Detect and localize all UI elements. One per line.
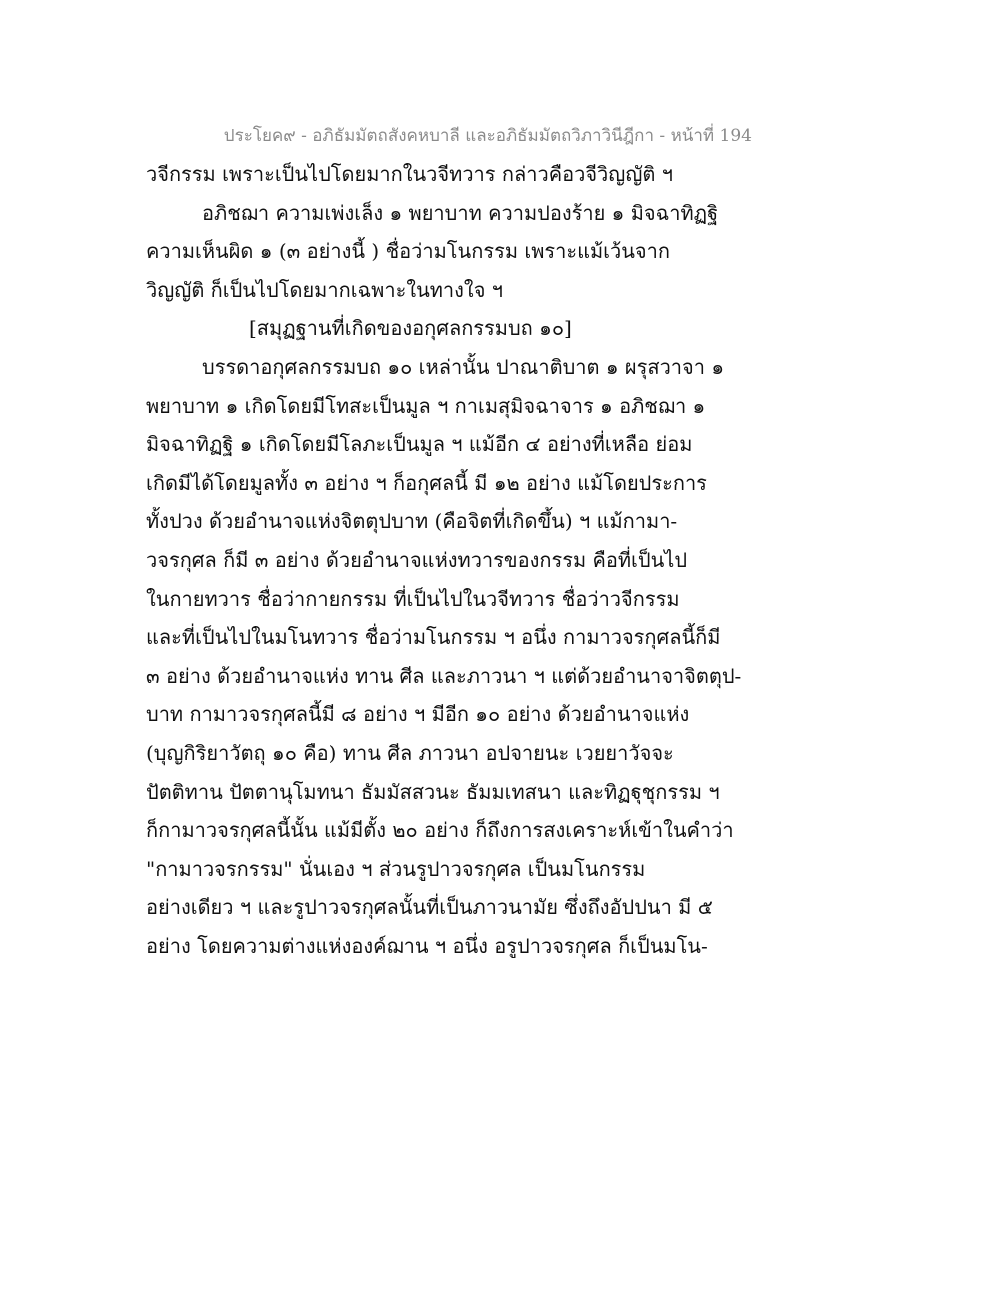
text-line: และที่เป็นไปในมโนทวาร ชื่อว่ามโนกรรม ฯ อนึ่ง กามาวจรกุศลนี้ก็มี xyxy=(146,625,721,650)
text-line: ก็กามาวจรกุศลนี้นั้น แม้มีตั้ง ๒๐ อย่าง ก็ถึงการสงเคราะห์เข้าในคำว่า xyxy=(146,818,734,843)
text-line: เกิดมีได้โดยมูลทั้ง ๓ อย่าง ฯ ก็อกุศลนี้ มี ๑๒ อย่าง แม้โดยประการ xyxy=(146,470,707,495)
text-line: "กามาวจรกรรม" นั่นเอง ฯ ส่วนรูปาวจรกุศล เป็นมโนกรรม xyxy=(146,856,646,881)
text-line: มิจฉาทิฏฐิ ๑ เกิดโดยมีโลภะเป็นมูล ฯ แม้อีก ๔ อย่างที่เหลือ ย่อม xyxy=(146,432,693,457)
text-line: (บุญกิริยาวัตถุ ๑๐ คือ) ทาน ศีล ภาวนา อปจายนะ เวยยาวัจจะ xyxy=(146,740,674,765)
section-heading: [สมุฏฐานที่เกิดของอกุศลกรรมบถ ๑๐] xyxy=(249,316,572,341)
text-line: วิญญัติ ก็เป็นไปโดยมากเฉพาะในทางใจ ฯ xyxy=(146,277,504,302)
text-line: บรรดาอกุศลกรรมบถ ๑๐ เหล่านั้น ปาณาติบาต ๑ ผรุสวาจา ๑ xyxy=(202,354,725,379)
text-line: พยาบาท ๑ เกิดโดยมีโทสะเป็นมูล ฯ กาเมสุมิจฉาจาร ๑ อภิชฌา ๑ xyxy=(146,393,706,418)
page-body xyxy=(146,155,866,965)
text-line: วจรกุศล ก็มี ๓ อย่าง ด้วยอำนาจแห่งทวารของกรรม คือที่เป็นไป xyxy=(146,547,688,572)
text-line: ปัตติทาน ปัตตานุโมทนา ธัมมัสสวนะ ธัมมเทสนา และทิฏฐุชุกรรม ฯ xyxy=(146,779,720,804)
text-line: อย่าง โดยความต่างแห่งองค์ฌาน ฯ อนึ่ง อรูปาวจรกุศล ก็เป็นมโน- xyxy=(146,933,708,958)
text-line: ทั้งปวง ด้วยอำนาจแห่งจิตตุปบาท (คือจิตที่เกิดขึ้น) ฯ แม้กามา- xyxy=(146,509,678,534)
text-line: บาท กามาวจรกุศลนี้มี ๘ อย่าง ฯ มีอีก ๑๐ อย่าง ด้วยอำนาจแห่ง xyxy=(146,702,690,727)
text-line: ๓ อย่าง ด้วยอำนาจแห่ง ทาน ศีล และภาวนา ฯ แต่ด้วยอำนาจาจิตตุป- xyxy=(146,663,742,688)
text-line: ในกายทวาร ชื่อว่ากายกรรม ที่เป็นไปในวจีทวาร ชื่อว่าวจีกรรม xyxy=(146,586,680,611)
text-line: ความเห็นผิด ๑ (๓ อย่างนี้ ) ชื่อว่ามโนกรรม เพราะแม้เว้นจาก xyxy=(146,239,670,264)
text-line: วจีกรรม เพราะเป็นไปโดยมากในวจีทวาร กล่าวคือวจีวิญญัติ ฯ xyxy=(146,162,673,186)
page-header: ประโยค๙ - อภิธัมมัตถสังคหบาลี และอภิธัมมัตถวิภาวินีฎีกา - หน้าที่ 194 xyxy=(223,126,752,146)
text-line: อย่างเดียว ฯ และรูปาวจรกุศลนั้นที่เป็นภาวนามัย ซึ่งถึงอัปปนา มี ๕ xyxy=(146,895,713,920)
text-line: อภิชฌา ความเพ่งเล็ง ๑ พยาบาท ความปองร้าย ๑ มิจฉาทิฏฐิ xyxy=(202,200,719,225)
